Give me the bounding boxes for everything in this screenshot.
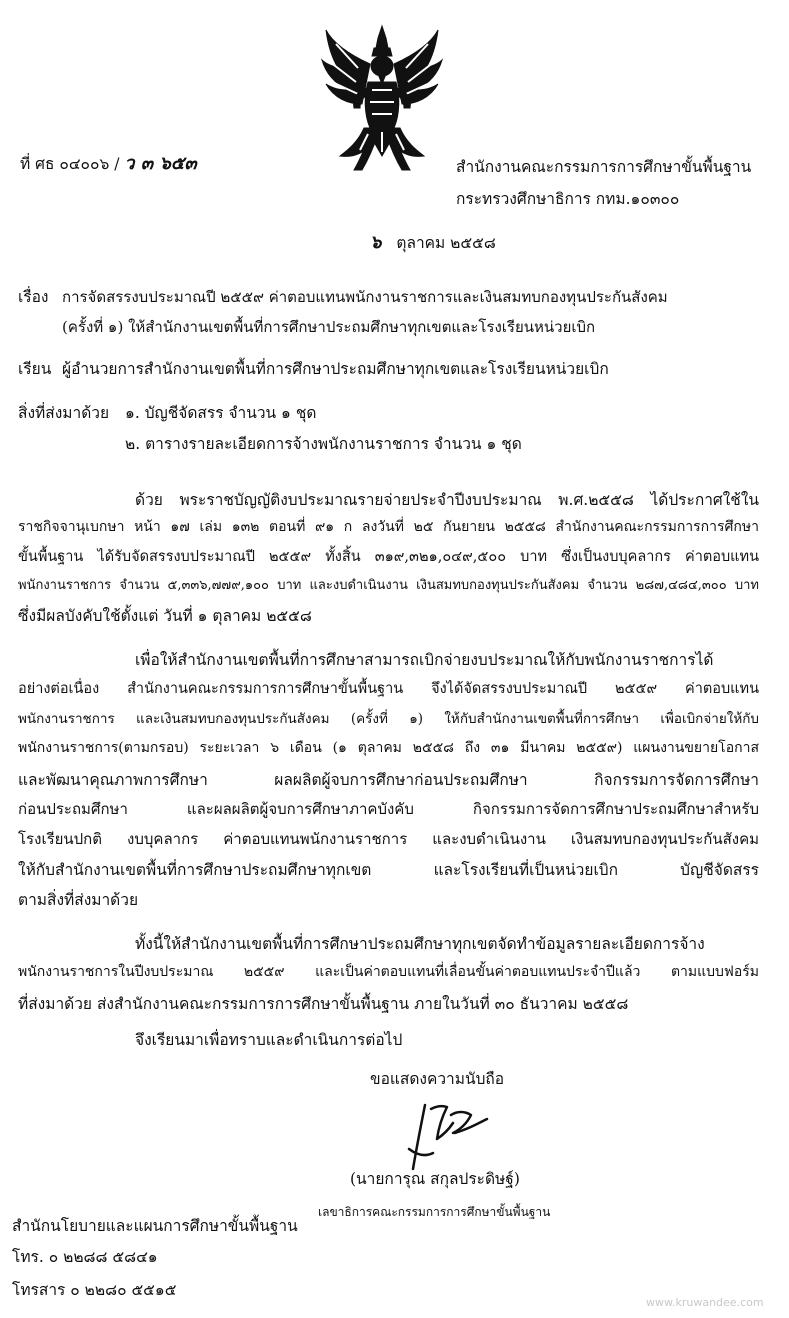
paragraph-1-line-4: พนักงานราชการ จำนวน ๕,๓๓๖,๗๗๙,๑๐๐ บาท และงบดำเนินงาน เงินสมทบกองทุนประกันสังคม จำนวน ๒๘๗,๔๘๔,๓๐๐ บาท: [18, 578, 759, 593]
paragraph-3-line-2: พนักงานราชการในปีงบประมาณ ๒๕๕๙ และเป็นค่าตอบแทนที่เลื่อนขั้นค่าตอบแทนประจำปีแล้ว ตามแบบฟอร์ม: [18, 964, 759, 980]
signer-title: เลขาธิการคณะกรรมการการศึกษาขั้นพื้นฐาน: [318, 1205, 551, 1219]
paragraph-1-line-1: ด้วย พระราชบัญญัติงบประมาณรายจ่ายประจำปีงบประมาณ พ.ศ.๒๕๕๘ ได้ประกาศใช้ใน: [135, 491, 759, 509]
paragraph-2-line-2: อย่างต่อเนื่อง สำนักงานคณะกรรมการการศึกษาขั้นพื้นฐาน จึงได้จัดสรรงบประมาณปี ๒๕๕๙ ค่าตอบแทน: [18, 681, 759, 697]
contact-office: สำนักนโยบายและแผนการศึกษาขั้นพื้นฐาน: [12, 1217, 298, 1235]
paragraph-2-line-6: ก่อนประถมศึกษา และผลผลิตผู้จบการศึกษาภาคบังคับ กิจกรรมการจัดการศึกษาประถมศึกษาสำหรับ: [18, 800, 759, 818]
watermark: www.kruwandee.com: [646, 1296, 764, 1309]
date-month-year: ตุลาคม ๒๕๕๘: [396, 234, 496, 252]
paragraph-2-line-5: และพัฒนาคุณภาพการศึกษา ผลผลิตผู้จบการศึกษาก่อนประถมศึกษา กิจกรรมการจัดการศึกษา: [18, 771, 759, 789]
signer-name: (นายการุณ สกุลประดิษฐ์): [350, 1170, 520, 1188]
attachments-label: สิ่งที่ส่งมาด้วย: [18, 404, 110, 422]
date-day: ๖: [370, 232, 382, 253]
to-label: เรียน: [18, 360, 52, 378]
attachment-item-1: ๑. บัญชีจัดสรร จำนวน ๑ ชุด: [125, 404, 317, 422]
garuda-emblem-icon: [318, 24, 446, 174]
sender-address: กระทรวงศึกษาธิการ กทม.๑๐๓๐๐: [456, 190, 680, 208]
paragraph-1-line-3: ขั้นพื้นฐาน ได้รับจัดสรรงบประมาณปี ๒๕๕๙ ทั้งสิ้น ๓๑๙,๓๒๑,๐๔๙,๕๐๐ บาท ซึ่งเป็นงบบุคลากร ค่าตอบแทน: [18, 549, 759, 565]
reference-prefix: ที่ ศธ ๐๔๐๐๖ /: [20, 155, 120, 173]
to-recipient: ผู้อำนวยการสำนักงานเขตพื้นที่การศึกษาประถมศึกษาทุกเขตและโรงเรียนหน่วยเบิก: [62, 360, 609, 378]
paragraph-2-line-4: พนักงานราชการ(ตามกรอบ) ระยะเวลา ๖ เดือน (๑ ตุลาคม ๒๕๕๘ ถึง ๓๑ มีนาคม ๒๕๕๙) แผนงานขยายโอกาส: [18, 740, 759, 756]
contact-fax: โทรสาร ๐ ๒๒๘๐ ๕๕๑๕: [12, 1281, 177, 1299]
paragraph-2-line-3: พนักงานราชการ และเงินสมทบกองทุนประกันสังคม (ครั้งที่ ๑) ให้กับสำนักงานเขตพื้นที่การศึกษา เพื่อเบิกจ่ายให้กับ: [18, 711, 759, 727]
paragraph-2-line-8: ให้กับสำนักงานเขตพื้นที่การศึกษาประถมศึกษาทุกเขต และโรงเรียนที่เป็นหน่วยเบิก บัญชีจัดสรร: [18, 861, 759, 879]
subject-label: เรื่อง: [18, 288, 49, 306]
paragraph-2-line-9: ตามสิ่งที่ส่งมาด้วย: [18, 891, 139, 909]
paragraph-1-line-5: ซึ่งมีผลบังคับใช้ตั้งแต่ วันที่ ๑ ตุลาคม ๒๕๕๘: [18, 607, 312, 625]
signature-icon: [395, 1095, 495, 1173]
paragraph-2-line-1: เพื่อให้สำนักงานเขตพื้นที่การศึกษาสามารถเบิกจ่ายงบประมาณให้กับพนักงานราชการได้: [135, 651, 714, 669]
attachment-item-2: ๒. ตารางรายละเอียดการจ้างพนักงานราชการ จำนวน ๑ ชุด: [125, 435, 522, 453]
contact-phone: โทร. ๐ ๒๒๘๘ ๕๘๔๑: [12, 1248, 158, 1266]
subject-line-2: (ครั้งที่ ๑) ให้สำนักงานเขตพื้นที่การศึกษาประถมศึกษาทุกเขตและโรงเรียนหน่วยเบิก: [62, 318, 596, 336]
closing-request: จึงเรียนมาเพื่อทราบและดำเนินการต่อไป: [135, 1031, 403, 1049]
paragraph-3-line-1: ทั้งนี้ให้สำนักงานเขตพื้นที่การศึกษาประถมศึกษาทุกเขตจัดทำข้อมูลรายละเอียดการจ้าง: [135, 935, 705, 953]
reference-number: ว ๓ ๖๕๓: [124, 153, 197, 174]
closing-respect: ขอแสดงความนับถือ: [370, 1070, 505, 1088]
sender-office: สำนักงานคณะกรรมการการศึกษาขั้นพื้นฐาน: [456, 158, 752, 176]
paragraph-3-line-3: ที่ส่งมาด้วย ส่งสำนักงานคณะกรรมการการศึกษาขั้นพื้นฐาน ภายในวันที่ ๓๐ ธันวาคม ๒๕๕๘: [18, 995, 629, 1013]
subject-line-1: การจัดสรรงบประมาณปี ๒๕๕๙ ค่าตอบแทนพนักงานราชการและเงินสมทบกองทุนประกันสังคม: [62, 288, 668, 306]
paragraph-2-line-7: โรงเรียนปกติ งบบุคลากร ค่าตอบแทนพนักงานราชการ และงบดำเนินงาน เงินสมทบกองทุนประกันสังคม: [18, 830, 759, 848]
paragraph-1-line-2: ราชกิจจานุเบกษา หน้า ๑๗ เล่ม ๑๓๒ ตอนที่ ๙๑ ก ลงวันที่ ๒๕ กันยายน ๒๕๕๘ สำนักงานคณะกรรมการการศึกษา: [18, 519, 759, 535]
